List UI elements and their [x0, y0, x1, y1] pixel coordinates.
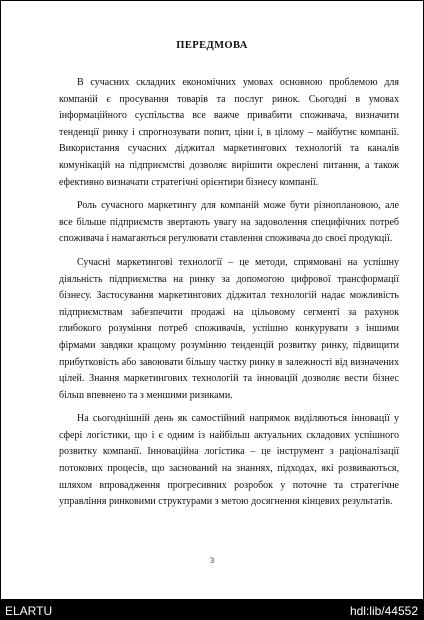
page-number: 3	[210, 556, 214, 565]
paragraph-1: В сучасних складних економічних умовах основною проблемою для компаній є просування товарів та послуг ринок. Сьогодні в умовах інформаційного суспільства все важче привабити споживача, визначити тенденції ринку і спрогнозувати попит, ціни і, в цілому – майбутнє компанії. Використання сучасних діджитал маркетингових технологій та каналів комунікацій на підприємстві дозволяє вирішити окреслені питання, а також ефективно визначати стратегічні орієнтири бізнесу компанії.	[59, 77, 399, 188]
document-page	[1, 1, 423, 599]
footer-handle-label: hdl:lib/44552	[349, 604, 418, 618]
footer-source-label: ELARTU	[5, 604, 53, 618]
paragraph-4: На сьогоднішній день як самостійний напрямок виділяються інновації у сфері логістики, що і є одним із найбільш актуальних складових успішного розвитку компанії. Інноваційна логістика – це інструмент з раціоналізації потокових процесів, що заснований на знаннях, підходах, які розвиваються, шляхом впровадження прогресивних розробок у поточне та стратегічне управління ринковими структурами з метою досягнення кінцевих результатів.	[59, 413, 399, 508]
document-body	[59, 75, 399, 518]
paragraph-2: Роль сучасного маркетингу для компаній може бути різноплановою, але все більше підприємств звертають увагу на задоволення специфічних потреб споживача і намагаються регулювати ставлення споживача до своєї продукції.	[59, 200, 399, 245]
paragraph-3: Сучасні маркетингові технології – це методи, спрямовані на успішну діяльність підприємства на ринку за допомогою цифрової трансформації бізнесу. Застосування маркетингових діджитал технологій надає можливість підприємствам забезпечити продажі на цільовому сегменті за рахунок глибокого розуміння потреб споживачів, успішно конкурувати з іншими фірмами завдяки кращому розумінню тенденцій розвитку ринку, підвищити прибутковість або завоювати більшу частку ринку в залежності від визначених цілей. Знання маркетингових технологій та інновацій дозволяє вести бізнес більш впевнено та з меншими ризиками.	[59, 256, 399, 401]
page-title: ПЕРЕДМОВА	[176, 40, 248, 51]
footer-bar	[0, 600, 424, 620]
